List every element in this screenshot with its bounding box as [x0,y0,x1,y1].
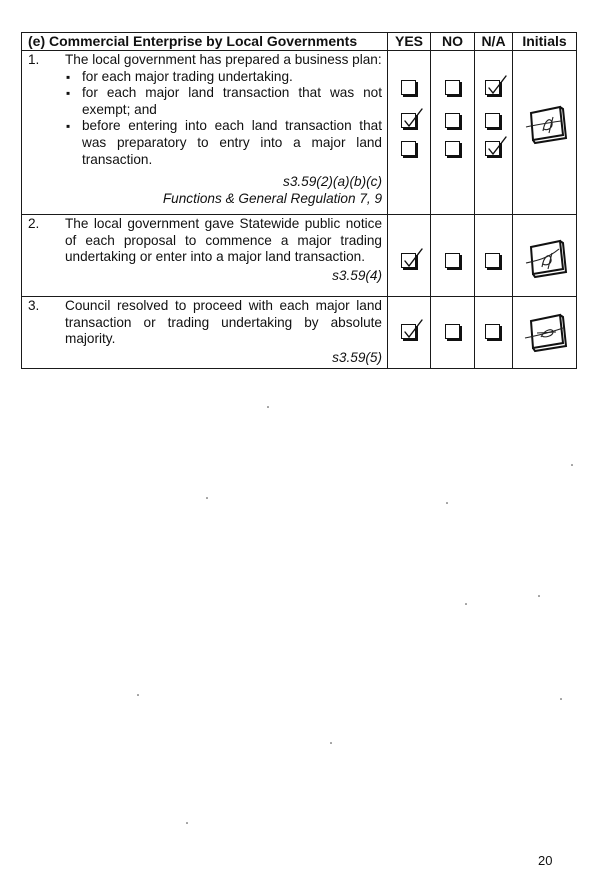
checkbox[interactable] [485,253,500,268]
question-number: 1. [28,52,40,67]
initials-signature-icon [523,237,567,279]
checklist-table [21,32,577,369]
section-title: (e) Commercial Enterprise by Local Governments [22,33,388,51]
yes-cell [388,215,431,297]
checkbox[interactable] [445,141,460,156]
checkbox[interactable] [485,80,500,95]
question-text: Council resolved to proceed with each major land transaction or trading undertaking by absolute majority. [65,298,382,347]
header-row [22,33,577,51]
reference: s3.59(5) [332,349,382,365]
initials-cell [513,51,577,215]
question-cell [22,51,388,215]
tick-mark-icon [486,74,508,96]
reference: s3.59(4) [332,267,382,283]
checkbox[interactable] [401,80,416,95]
header-initials: Initials [513,33,577,51]
na-cell [475,51,513,215]
question-text: The local government has prepared a business plan: [65,52,382,67]
checkbox[interactable] [485,324,500,339]
scan-speck [330,742,332,744]
initials-signature-icon [523,311,567,353]
bullet-item: ▪ for each major land transaction that was not exempt; and [65,85,382,118]
scan-speck [571,464,573,466]
header-no: NO [431,33,475,51]
checkbox[interactable] [401,113,416,128]
na-cell [475,215,513,297]
initials-signature-icon [523,103,567,145]
bullet-item: ▪ for each major trading undertaking. [65,69,382,86]
question-text: The local government gave Statewide public notice of each proposal to commence a major trading undertaking or enter into a major land transaction. [65,216,382,265]
tick-mark-icon [402,318,424,340]
scan-speck [186,822,188,824]
yes-cell [388,51,431,215]
checkbox[interactable] [485,113,500,128]
scan-speck [560,698,562,700]
header-yes: YES [388,33,431,51]
tick-mark-icon [402,107,424,129]
no-cell [431,215,475,297]
tick-mark-icon [402,247,424,269]
page-number: 20 [538,853,553,868]
tick-mark-icon [486,135,508,157]
initials-cell [513,215,577,297]
scan-speck [465,603,467,605]
reference: Functions & General Regulation 7, 9 [162,190,382,206]
checkbox[interactable] [445,80,460,95]
checkbox[interactable] [445,113,460,128]
header-na: N/A [475,33,513,51]
question-cell [22,297,388,369]
no-cell [431,51,475,215]
question-number: 3. [28,298,40,313]
yes-cell [388,297,431,369]
question-cell [22,215,388,297]
scan-speck [206,497,208,499]
bullet-item: ▪ before entering into each land transaction that was preparatory to entry into a major land transaction. [65,118,382,168]
initials-cell [513,297,577,369]
checkbox[interactable] [445,324,460,339]
no-cell [431,297,475,369]
checkbox[interactable] [401,253,416,268]
checkbox[interactable] [401,141,416,156]
checkbox[interactable] [401,324,416,339]
reference: s3.59(2)(a)(b)(c) [283,174,382,190]
scan-speck [538,595,540,597]
na-cell [475,297,513,369]
checkbox[interactable] [485,141,500,156]
checkbox[interactable] [445,253,460,268]
scan-speck [267,406,269,408]
table-row [22,215,577,297]
question-number: 2. [28,216,40,231]
table-row [22,51,577,215]
scan-speck [137,694,139,696]
scan-speck [446,502,448,504]
table-row [22,297,577,369]
